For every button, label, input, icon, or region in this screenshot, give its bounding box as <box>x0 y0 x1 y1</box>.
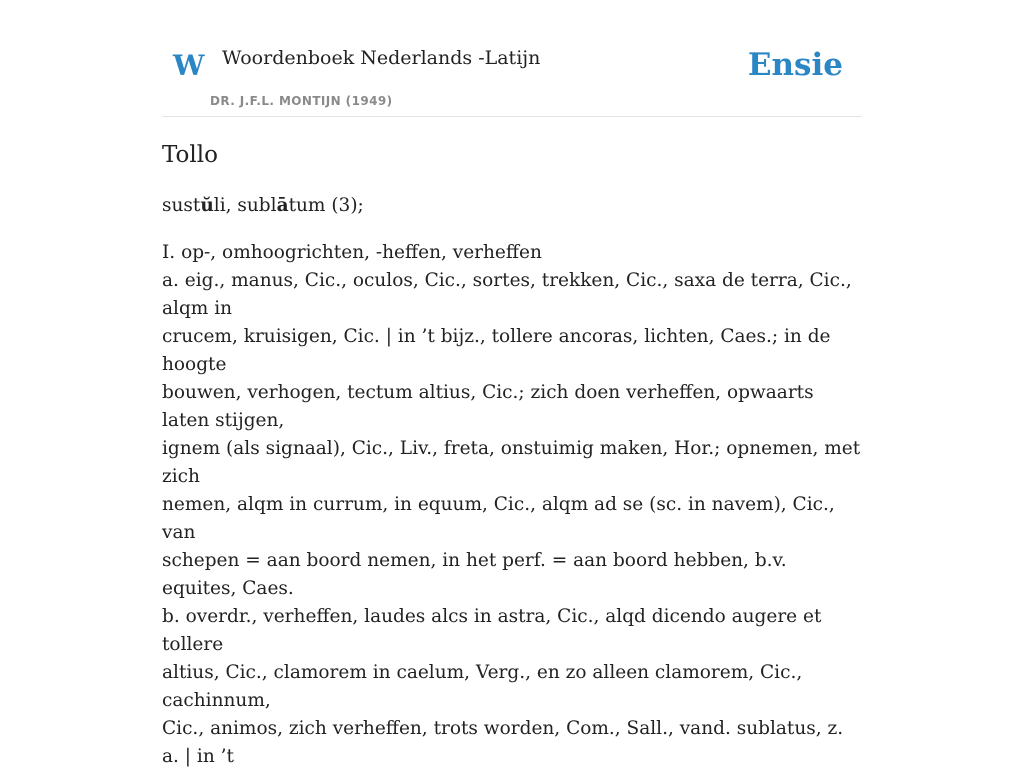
definition-line: altius, Cic., clamorem in caelum, Verg., en zo alleen clamorem, Cic., cachinnum, <box>162 662 803 711</box>
entry-forms <box>162 192 862 220</box>
entry-title: Tollo <box>162 142 218 168</box>
book-title[interactable]: Woordenboek Nederlands -Latijn <box>222 47 541 69</box>
definition-line: ignem (als signaal), Cic., Liv., freta, onstuimig maken, Hor.; opnemen, met zich <box>162 438 861 487</box>
book-author: DR. J.F.L. MONTIJN (1949) <box>210 94 393 108</box>
entry-definition <box>162 239 862 771</box>
definition-line: nemen, alqm in currum, in equum, Cic., alqm ad se (sc. in navem), Cic., van <box>162 494 835 543</box>
forms-text-3: tum (3); <box>288 195 364 216</box>
definition-line: bouwen, verhogen, tectum altius, Cic.; zich doen verheffen, opwaarts laten stijgen, <box>162 382 814 431</box>
forms-text-2: li, subl <box>213 195 277 216</box>
definition-line: b. overdr., verheffen, laudes alcs in astra, Cic., alqd dicendo augere et tollere <box>162 606 822 655</box>
entry-content <box>162 140 862 771</box>
forms-text-1: sust <box>162 195 201 216</box>
dictionary-logo-icon[interactable]: W <box>173 49 205 82</box>
forms-accent-1: ŭ <box>200 195 214 216</box>
definition-line: crucem, kruisigen, Cic. | in ’t bijz., tollere ancoras, lichten, Caes.; in de hoogte <box>162 326 831 375</box>
forms-accent-2: ā <box>276 195 289 216</box>
header <box>162 0 862 117</box>
definition-line: a. eig., manus, Cic., oculos, Cic., sortes, trekken, Cic., saxa de terra, Cic., alqm in <box>162 270 852 319</box>
ensie-brand-link[interactable]: Ensie <box>747 47 843 83</box>
definition-line: Cic., animos, zich verheffen, trots worden, Com., Sall., vand. sublatus, z. a. | in ’t <box>162 718 844 767</box>
definition-line: I. op-, omhoogrichten, -heffen, verheffen <box>162 242 542 263</box>
definition-line: schepen = aan boord nemen, in het perf. = aan boord hebben, b.v. equites, Caes. <box>162 550 787 599</box>
